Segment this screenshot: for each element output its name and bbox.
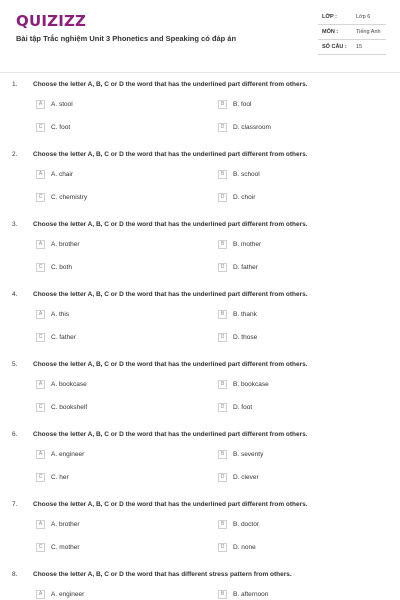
option-text: B. fool	[233, 101, 252, 108]
option-text: A. stool	[51, 101, 73, 108]
option-letter-box[interactable]: D	[218, 543, 227, 552]
meta-value: Lớp 6	[356, 14, 371, 20]
meta-value: Tiếng Anh	[356, 29, 381, 35]
question-item	[0, 289, 400, 359]
option-letter-box[interactable]: B	[218, 170, 227, 179]
meta-label: LỚP :	[322, 14, 337, 20]
option-text: C. her	[51, 474, 69, 481]
meta-label: SỐ CÂU :	[322, 44, 347, 50]
question-item	[0, 79, 400, 149]
meta-label: MÔN :	[322, 29, 339, 35]
option-letter-box[interactable]: B	[218, 380, 227, 389]
option-letter-box[interactable]: B	[218, 590, 227, 599]
question-item	[0, 219, 400, 289]
option-letter-box[interactable]: A	[36, 520, 45, 529]
option-text: A. chair	[51, 171, 74, 178]
question-text: Choose the letter A, B, C or D the word that has the underlined part different from others.	[33, 361, 308, 368]
option-letter-box[interactable]: C	[36, 473, 45, 482]
option-text: D. classroom	[233, 124, 271, 131]
option-text: D. foot	[233, 404, 253, 411]
option-letter-box[interactable]: A	[36, 450, 45, 459]
option-text: C. mother	[51, 544, 80, 551]
page-title: Bài tập Trắc nghiệm Unit 3 Phonetics and Speaking có đáp án	[16, 34, 237, 43]
question-text: Choose the letter A, B, C or D the word that has the underlined part different from others.	[33, 291, 308, 298]
option-text: A. engineer	[51, 451, 85, 458]
option-text: B. thank	[233, 311, 257, 318]
option-text: B. doctor	[233, 521, 260, 528]
question-number: 3.	[12, 221, 18, 228]
question-number: 8.	[12, 571, 18, 578]
question-number: 6.	[12, 431, 18, 438]
option-text: C. both	[51, 264, 72, 271]
question-text: Choose the letter A, B, C or D the word that has the underlined part different from others.	[33, 81, 308, 88]
option-text: A. brother	[51, 241, 80, 248]
option-letter-box[interactable]: C	[36, 263, 45, 272]
option-letter-box[interactable]: A	[36, 380, 45, 389]
question-item	[0, 429, 400, 499]
option-letter-box[interactable]: C	[36, 403, 45, 412]
option-text: A. engineer	[51, 591, 85, 598]
option-text: B. mother	[233, 241, 262, 248]
option-letter-box[interactable]: C	[36, 193, 45, 202]
question-item	[0, 359, 400, 429]
option-text: C. foot	[51, 124, 71, 131]
option-text: B. seventy	[233, 451, 264, 458]
option-letter-box[interactable]: D	[218, 333, 227, 342]
question-text: Choose the letter A, B, C or D the word that has different stress pattern from others.	[33, 571, 292, 578]
option-text: A. brother	[51, 521, 80, 528]
option-text: D. clever	[233, 474, 259, 481]
option-text: D. those	[233, 334, 258, 341]
option-letter-box[interactable]: B	[218, 520, 227, 529]
option-text: D. father	[233, 264, 258, 271]
question-number: 1.	[12, 81, 18, 88]
option-letter-box[interactable]: B	[218, 240, 227, 249]
option-text: D. none	[233, 544, 256, 551]
option-letter-box[interactable]: C	[36, 543, 45, 552]
question-list	[0, 79, 400, 600]
question-item	[0, 499, 400, 569]
question-number: 2.	[12, 151, 18, 158]
option-letter-box[interactable]: B	[218, 450, 227, 459]
meta-row-grade	[318, 10, 386, 25]
option-text: B. afternoon	[233, 591, 269, 598]
meta-row-question-count	[318, 40, 386, 55]
question-text: Choose the letter A, B, C or D the word that has the underlined part different from others.	[33, 431, 308, 438]
question-number: 7.	[12, 501, 18, 508]
meta-value: 15	[356, 44, 363, 50]
option-letter-box[interactable]: D	[218, 403, 227, 412]
option-text: B. school	[233, 171, 260, 178]
question-text: Choose the letter A, B, C or D the word that has the underlined part different from others.	[33, 221, 308, 228]
option-letter-box[interactable]: D	[218, 263, 227, 272]
question-number: 4.	[12, 291, 18, 298]
question-text: Choose the letter A, B, C or D the word that has the underlined part different from others.	[33, 501, 308, 508]
quizizz-logo: QUIZIZZ	[16, 12, 87, 30]
option-text: D. choir	[233, 194, 256, 201]
worksheet-header	[0, 0, 400, 70]
option-letter-box[interactable]: A	[36, 310, 45, 319]
option-text: A. bookcase	[51, 381, 87, 388]
option-text: A. this	[51, 311, 70, 318]
question-number: 5.	[12, 361, 18, 368]
option-letter-box[interactable]: A	[36, 240, 45, 249]
option-text: C. bookshelf	[51, 404, 88, 411]
option-letter-box[interactable]: D	[218, 473, 227, 482]
option-letter-box[interactable]: B	[218, 310, 227, 319]
question-item	[0, 569, 400, 600]
option-text: C. chemistry	[51, 194, 88, 201]
option-letter-box[interactable]: A	[36, 100, 45, 109]
header-divider	[0, 72, 400, 73]
option-letter-box[interactable]: C	[36, 333, 45, 342]
question-text: Choose the letter A, B, C or D the word that has the underlined part different from others.	[33, 151, 308, 158]
option-text: C. father	[51, 334, 76, 341]
option-letter-box[interactable]: A	[36, 170, 45, 179]
meta-info-box	[318, 10, 386, 55]
option-letter-box[interactable]: B	[218, 100, 227, 109]
option-letter-box[interactable]: D	[218, 123, 227, 132]
option-letter-box[interactable]: D	[218, 193, 227, 202]
option-text: B. bookcase	[233, 381, 269, 388]
option-letter-box[interactable]: C	[36, 123, 45, 132]
option-letter-box[interactable]: A	[36, 590, 45, 599]
question-item	[0, 149, 400, 219]
meta-row-subject	[318, 25, 386, 40]
